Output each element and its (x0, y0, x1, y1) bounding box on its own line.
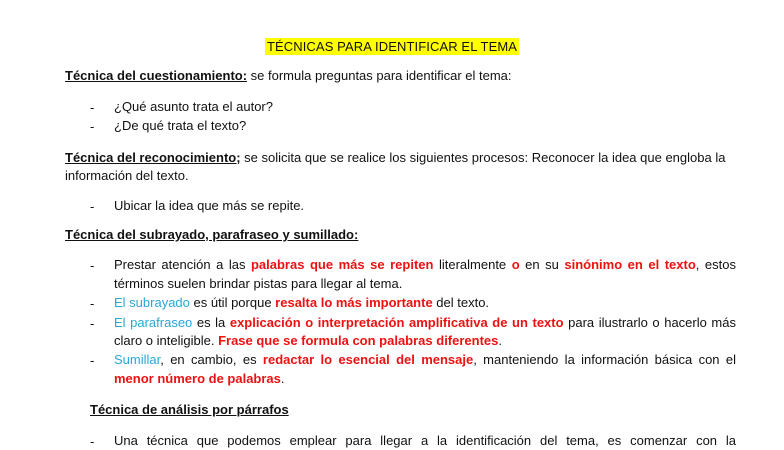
bullet-dash: - (90, 100, 95, 115)
bullet-dash: - (90, 434, 95, 449)
text-cuestionamiento: se formula preguntas para identificar el tema: (247, 68, 512, 83)
bullet-dash: - (90, 316, 95, 331)
page-title: TÉCNICAS PARA IDENTIFICAR EL TEMA (266, 39, 518, 54)
bullet-item: ¿De qué trata el texto? (114, 118, 247, 133)
bullet-item: Ubicar la idea que más se repite. (114, 198, 305, 213)
bullet-item-b1-line2: términos suelen brindar pistas para llegar al tema. (114, 276, 403, 291)
bullet-item-b2 (114, 294, 489, 312)
text-fragment: del texto. (432, 295, 490, 310)
term-text: El parafraseo (114, 315, 193, 330)
highlight-text: palabras que más se repiten (250, 257, 434, 272)
highlight-text: Frase que se formula con palabras diferentes (218, 333, 499, 348)
bullet-dash: - (90, 119, 95, 134)
text-fragment: Prestar atención a las (114, 257, 251, 272)
term-text: El subrayado (114, 295, 190, 310)
bullet-item-b1-line1 (114, 256, 736, 274)
term-text: Sumillar (114, 352, 161, 367)
highlight-text: menor número de palabras (114, 371, 281, 386)
text-fragment: . (498, 333, 503, 348)
bullet-dash: - (90, 296, 95, 311)
highlight-text: resalta lo más importante (275, 295, 433, 310)
heading-cuestionamiento: Técnica del cuestionamiento: (65, 68, 248, 83)
text-fragment: . (280, 371, 285, 386)
text-fragment: es la (192, 315, 230, 330)
text-fragment: para ilustrarlo o hacerlo más (563, 315, 736, 330)
heading-reconocimiento: Técnica del reconocimiento; (65, 150, 241, 165)
text-fragment: , manteniendo la información básica con el (473, 352, 736, 367)
text-reconocimiento-line1: se solicita que se realice los siguientes procesos: Reconocer la idea que engloba la (240, 150, 726, 165)
section-cuestionamiento (65, 67, 512, 85)
text-fragment: , estos (695, 257, 736, 272)
text-fragment: en su (519, 257, 565, 272)
highlight-text: o (511, 257, 520, 272)
title-container (0, 38, 784, 56)
bullet-item-b3-line1 (114, 314, 736, 332)
bullet-dash: - (90, 199, 95, 214)
bullet-item: ¿Qué asunto trata el autor? (114, 99, 273, 114)
text-reconocimiento-line2: información del texto. (65, 168, 189, 183)
bullet-item-parrafos: Una técnica que podemos emplear para llegar a la identificación del tema, es comenzar con la (114, 433, 736, 448)
text-fragment: es útil porque (189, 295, 276, 310)
bullet-item-b4-line1 (114, 351, 736, 369)
highlight-text: redactar lo esencial del mensaje (262, 352, 474, 367)
text-fragment: claro o inteligible. (114, 333, 219, 348)
bullet-item-b4-line2 (114, 370, 285, 388)
bullet-item-b3-line2 (114, 332, 502, 350)
heading-subrayado: Técnica del subrayado, parafraseo y sumillado: (65, 227, 359, 242)
bullet-dash: - (90, 258, 95, 273)
text-fragment: , en cambio, es (160, 352, 263, 367)
text-fragment: literalmente (433, 257, 512, 272)
highlight-text: explicación o interpretación amplificativa de un texto (229, 315, 564, 330)
section-reconocimiento (65, 149, 725, 167)
heading-parrafos: Técnica de análisis por párrafos (90, 402, 289, 417)
highlight-text: sinónimo en el texto (564, 257, 696, 272)
bullet-dash: - (90, 353, 95, 368)
